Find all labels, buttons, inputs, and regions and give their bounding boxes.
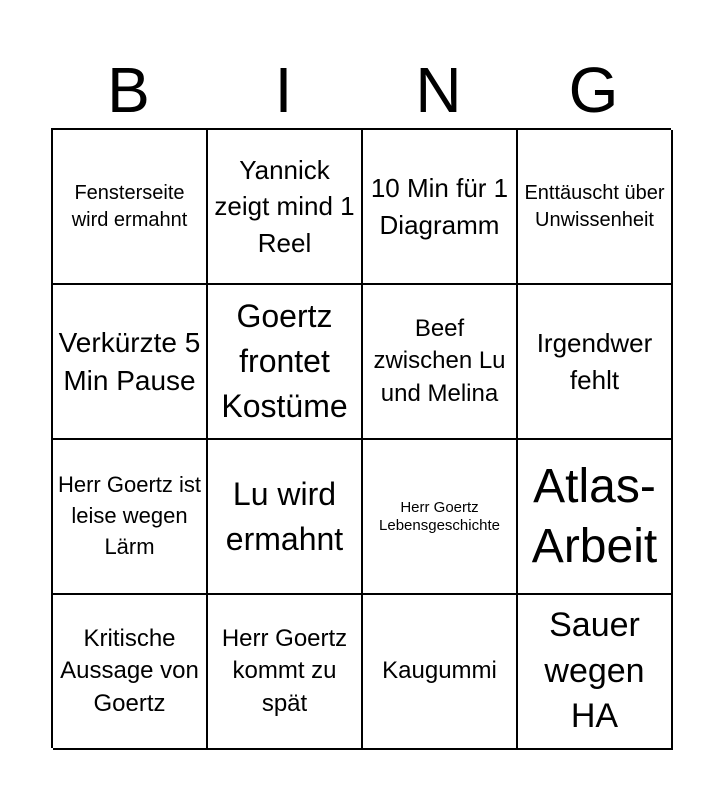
cell-text: Beef zwischen Lu und Melina [373, 314, 506, 407]
cell-text: Lu wird ermahnt [225, 475, 344, 557]
cell-text: Irgendwer fehlt [536, 328, 653, 395]
bingo-cell[interactable] [53, 285, 208, 440]
cell-text: Herr Goertz kommt zu spät [221, 624, 348, 717]
bingo-cell[interactable] [363, 595, 518, 750]
header-letter-i: I [274, 54, 293, 126]
bingo-cell[interactable] [363, 130, 518, 285]
cell-text: Sauer wegen HA [544, 605, 645, 736]
cell-text: Goertz frontet Kostüme [221, 298, 348, 424]
cell-text: Verkürzte 5 Min Pause [58, 326, 201, 396]
bingo-cell[interactable] [208, 130, 363, 285]
bingo-cell[interactable] [363, 285, 518, 440]
bingo-cell[interactable] [53, 440, 208, 595]
cell-text: 10 Min für 1 Diagramm [370, 173, 509, 240]
bingo-cell[interactable] [518, 285, 673, 440]
bingo-cell[interactable] [518, 595, 673, 750]
bingo-cell[interactable] [53, 130, 208, 285]
bingo-cell[interactable] [518, 130, 673, 285]
cell-text: Yannick zeigt mind 1 Reel [214, 154, 355, 258]
bingo-grid [51, 128, 671, 748]
cell-text: Atlas-Arbeit [531, 459, 658, 573]
cell-text: Herr Goertz Lebensgeschichte [379, 498, 500, 534]
header-letter-b: B [107, 54, 150, 126]
bingo-cell[interactable] [208, 440, 363, 595]
header-letter-n: N [415, 54, 462, 126]
cell-text: Fensterseite wird ermahnt [71, 181, 188, 231]
header-letter-g: G [568, 54, 619, 126]
cell-text: Herr Goertz ist leise wegen Lärm [57, 472, 202, 559]
cell-text: Kaugummi [382, 657, 497, 685]
bingo-cell[interactable] [53, 595, 208, 750]
bingo-cell[interactable] [208, 285, 363, 440]
bingo-cell[interactable] [518, 440, 673, 595]
bingo-cell[interactable] [363, 440, 518, 595]
cell-text: Kritische Aussage von Goertz [60, 624, 199, 717]
bingo-header [51, 52, 671, 128]
bingo-cell[interactable] [208, 595, 363, 750]
cell-text: Enttäuscht über Unwissenheit [524, 181, 665, 231]
